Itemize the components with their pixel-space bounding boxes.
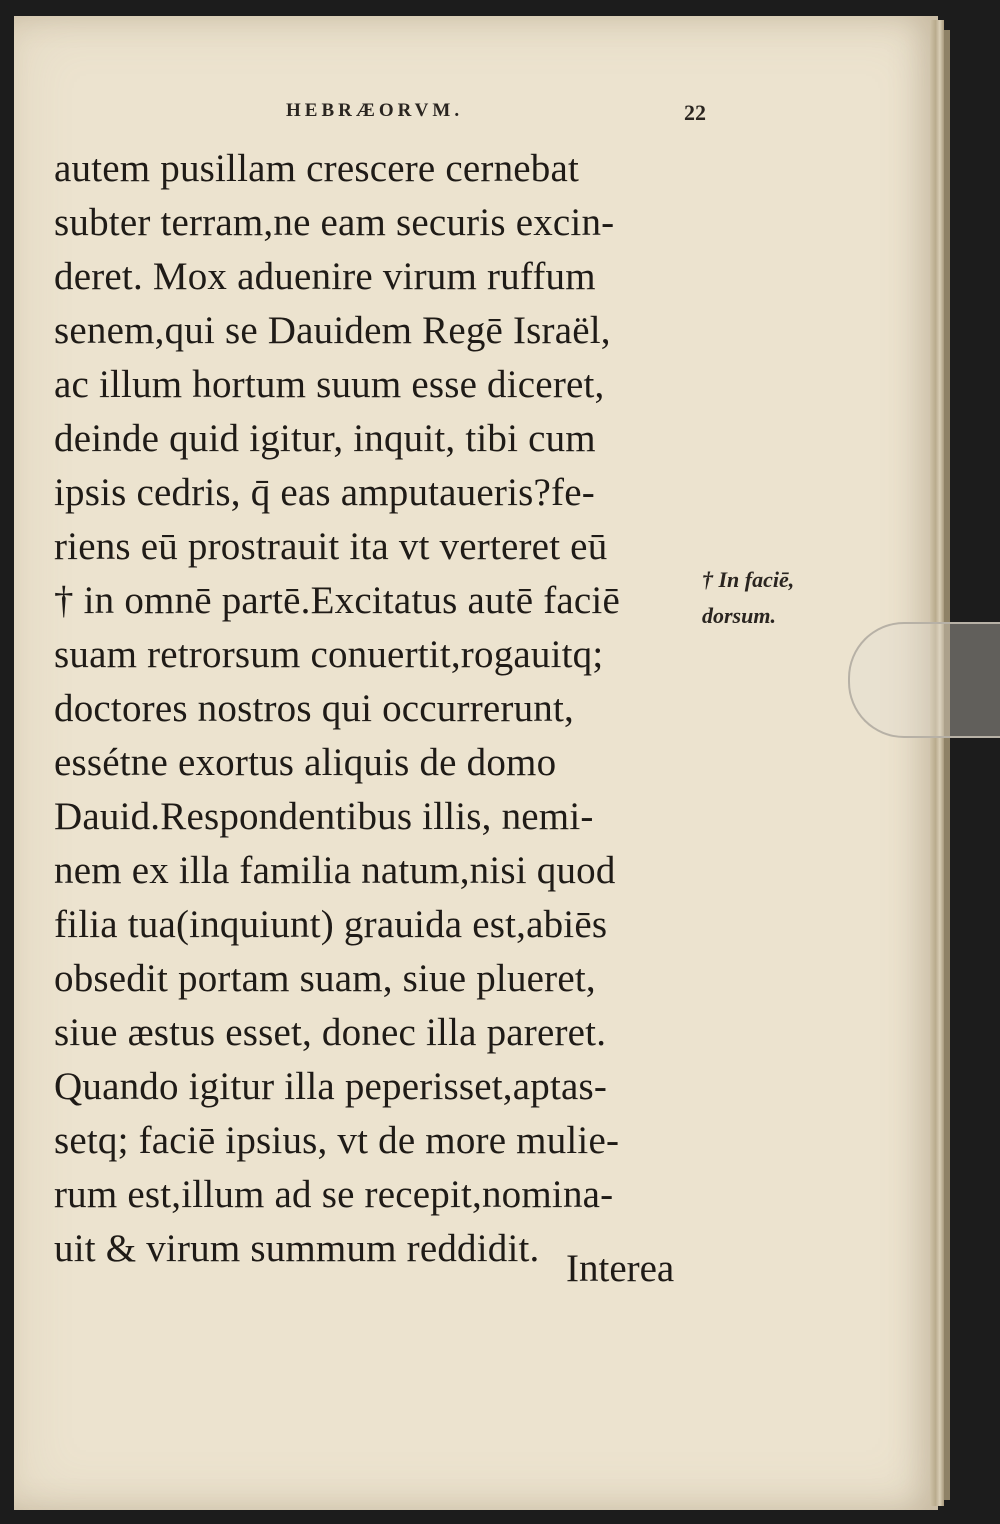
text-line: Dauid.Respondentibus illis, nemi-	[54, 795, 594, 838]
text-line: uit & virum summum reddidit.	[54, 1227, 540, 1270]
text-line: ac illum hortum suum esse diceret,	[54, 363, 605, 406]
text-line: deinde quid igitur, inquit, tibi cum	[54, 417, 596, 460]
page-edges	[930, 20, 944, 1506]
text-line: nem ex illa familia natum,nisi quod	[54, 849, 616, 892]
text-line: Quando igitur illa peperisset,aptas-	[54, 1065, 608, 1108]
text-line: autem pusillam crescere cernebat	[54, 147, 580, 190]
catchword: Interea	[566, 1247, 675, 1290]
page-edges-shadow	[944, 30, 950, 1500]
page-number: 22	[684, 100, 706, 125]
page-header	[286, 100, 706, 140]
marginal-note-line: † In faciē,	[702, 567, 795, 592]
text-line: filia tua(inquiunt) grauida est,abiēs	[54, 903, 608, 946]
running-head: HEBRÆORVM.	[286, 100, 464, 121]
text-line: doctores nostros qui occurrerunt,	[54, 687, 574, 730]
marginal-note-line: dorsum.	[702, 603, 776, 628]
page-tab-clip	[848, 622, 1000, 738]
text-line: setq; faciē ipsius, vt de more mulie-	[54, 1119, 620, 1162]
text-line: siue æstus esset, donec illa pareret.	[54, 1011, 607, 1054]
marginal-note	[702, 562, 822, 634]
text-line: riens eū prostrauit ita vt verteret eū	[54, 525, 608, 568]
text-line: essétne exortus aliquis de domo	[54, 741, 557, 784]
text-line: obsedit portam suam, siue plueret,	[54, 957, 596, 1000]
text-line: deret. Mox aduenire virum ruffum	[54, 255, 596, 298]
text-line: rum est,illum ad se recepit,nomina-	[54, 1173, 614, 1216]
text-line: subter terram,ne eam securis excin-	[54, 201, 615, 244]
text-line: suam retrorsum conuertit,rogauitq;	[54, 633, 604, 676]
text-line: senem,qui se Dauidem Regē Israël,	[54, 309, 611, 352]
text-line: † in omnē partē.Excitatus autē faciē	[54, 579, 620, 622]
text-line: ipsis cedris, q̄ eas amputaueris?fe-	[54, 471, 595, 514]
